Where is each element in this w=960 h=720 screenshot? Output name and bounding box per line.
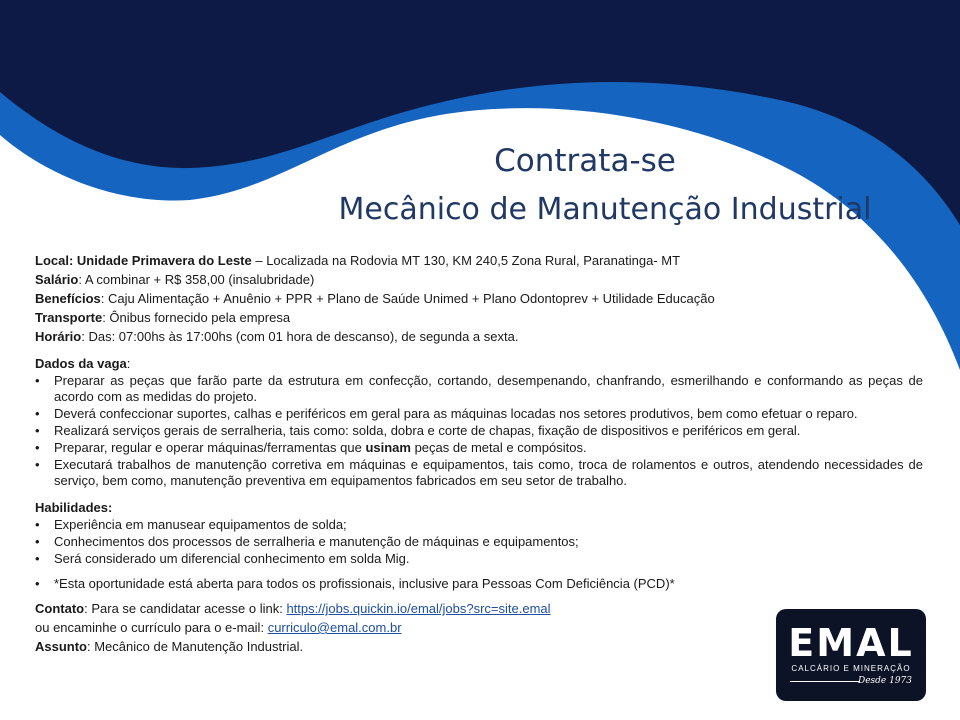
- job-description: [35, 251, 923, 656]
- pcd-note: • *Esta oportunidade está aberta para todos os profissionais, inclusive para Pessoas Com Deficiência (PCD)*: [35, 576, 923, 592]
- email-line: ou encaminhe o currículo para o e-mail: curriculo@emal.com.br: [35, 620, 402, 635]
- list-item: • Será considerado um diferencial conhecimento em solda Mig.: [35, 551, 923, 567]
- list-item: • Executará trabalhos de manutenção corretiva em máquinas e equipamentos, tais como, troca de rolamentos e outros, atendendo necessidades de serviço, bem como, manutenção preventiva em equipamentos fabricados em seu setor de trabalho.: [35, 457, 923, 489]
- apply-link[interactable]: https://jobs.quickin.io/emal/jobs?src=site.emal: [286, 601, 551, 616]
- list-item: • Realizará serviços gerais de serralheria, tais como: solda, dobra e corte de chapas, fixação de dispositivos e periféricos em geral.: [35, 423, 923, 439]
- list-item: • Preparar as peças que farão parte da estrutura em confecção, cortando, desempenando, chanfrando, esmerilhando e conformando as peças de acordo com as medidas do projeto.: [35, 373, 923, 405]
- assunto-line: Assunto: Mecânico de Manutenção Industrial.: [35, 639, 304, 654]
- list-item: • Experiência em manusear equipamentos de solda;: [35, 517, 923, 533]
- habilidades-list: [35, 517, 923, 567]
- job-title: Mecânico de Manutenção Industrial: [338, 192, 872, 227]
- company-logo: [776, 609, 926, 701]
- logo-tagline: CALCÁRIO E MINERAÇÃO: [791, 664, 911, 673]
- beneficios-line: Benefícios: Caju Alimentação + Anuênio + PPR + Plano de Saúde Unimed + Plano Odontoprev + Utilidade Educação: [35, 291, 715, 306]
- pcd-list: [35, 576, 923, 592]
- list-item: • Deverá confeccionar suportes, calhas e periféricos em geral para as máquinas locadas nos setores produtivos, bem como efetuar o reparo.: [35, 406, 923, 422]
- contato-line: Contato: Para se candidatar acesse o link: https://jobs.quickin.io/emal/jobs?src=site.emal: [35, 601, 551, 616]
- page-title: Contrata-se: [494, 143, 676, 179]
- horario-line: Horário: Das: 07:00hs às 17:00hs (com 01 hora de descanso), de segunda a sexta.: [35, 329, 519, 344]
- dados-heading: Dados da vaga:: [35, 356, 131, 371]
- email-link[interactable]: curriculo@emal.com.br: [267, 620, 402, 635]
- logo-since: Desde 1973: [857, 676, 912, 686]
- local-line: Local: Unidade Primavera do Leste – Localizada na Rodovia MT 130, KM 240,5 Zona Rural, Paranatinga- MT: [35, 253, 681, 268]
- salario-line: Salário: A combinar + R$ 358,00 (insalubridade): [35, 272, 315, 287]
- list-item: • Conhecimentos dos processos de serralheria e manutenção de máquinas e equipamentos;: [35, 534, 923, 550]
- list-item: • Preparar, regular e operar máquinas/ferramentas que usinam peças de metal e compósitos.: [35, 440, 923, 456]
- logo-name: EMAL: [788, 621, 914, 665]
- transporte-line: Transporte: Ônibus fornecido pela empresa: [35, 310, 291, 325]
- dados-list: [35, 373, 923, 489]
- habilidades-heading: Habilidades:: [35, 500, 113, 515]
- logo-divider: [790, 681, 860, 682]
